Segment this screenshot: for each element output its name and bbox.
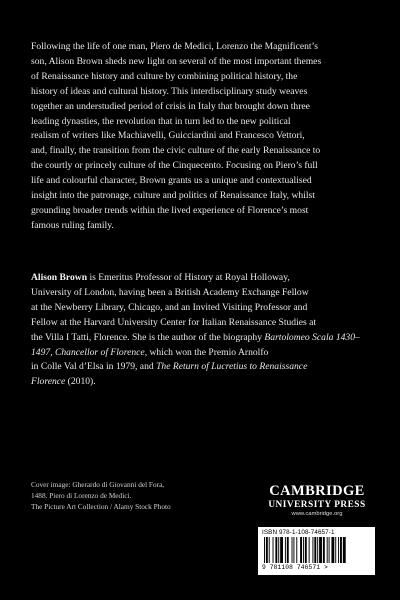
barcode-bar bbox=[287, 537, 289, 563]
bio-text: in Colle Val d’Elsa in 1979, and bbox=[31, 361, 157, 373]
barcode-bar bbox=[303, 537, 304, 563]
isbn-label: ISBN 978-1-108-74657-1 bbox=[262, 529, 335, 536]
barcode-bar bbox=[273, 537, 274, 563]
bio-text: , which won the Premio Arnolfo bbox=[144, 346, 269, 358]
barcode-bar bbox=[329, 537, 330, 563]
barcode-icon bbox=[262, 537, 371, 563]
blurb-paragraph bbox=[31, 40, 366, 234]
blurb-line: life and colourful character, Brown grants us a unique and contextualised bbox=[31, 175, 312, 187]
bio-text: University of London, having been a British Academy Exchange Fellow bbox=[31, 286, 309, 298]
credit-line: 1488. Piero di Lorenzo de Medici. bbox=[31, 490, 132, 500]
publisher-logo bbox=[260, 484, 374, 518]
publisher-name: CAMBRIDGE bbox=[269, 483, 365, 499]
blurb-line: grounding broader trends within the lived experience of Florence’s most bbox=[31, 204, 309, 216]
blurb-line: famous ruling family. bbox=[31, 219, 114, 231]
barcode-digits: 9 781108 746571 > bbox=[262, 564, 328, 571]
barcode-bar bbox=[340, 537, 342, 563]
blurb-line: insight into the patronage, culture and politics of Renaissance Italy, whilst bbox=[31, 190, 315, 202]
barcode-bar bbox=[300, 537, 302, 563]
bio-text: is Emeritus Professor of History at Royal Holloway, bbox=[87, 272, 290, 283]
barcode-bar bbox=[312, 537, 313, 563]
barcode-bar bbox=[309, 537, 310, 563]
barcode-bar bbox=[338, 537, 339, 563]
blurb-line: the courtly or princely culture of the Cinquecento. Focusing on Piero’s full bbox=[31, 160, 318, 172]
barcode-bar bbox=[327, 537, 328, 563]
bio-text: the Villa I Tatti, Florence. She is the author of the biography bbox=[31, 331, 265, 343]
blurb-line: leading dynasties, the revolution that in turn led to the new political bbox=[31, 115, 291, 127]
bio-text: (2010). bbox=[65, 376, 96, 388]
blurb-line: and, finally, the transition from the civic culture of the early Renaissance to bbox=[31, 145, 321, 157]
barcode-bar bbox=[319, 537, 322, 563]
author-name: Alison Brown bbox=[31, 272, 88, 283]
credit-line: Cover image: Gherardo di Giovanni del Fora, bbox=[31, 480, 165, 489]
book-title: Bartolomeo Scala 1430–1497, Chancellor of Florence bbox=[31, 331, 360, 358]
blurb-line: together an understudied period of crisis in Italy that brought down three bbox=[31, 100, 310, 112]
barcode-bar bbox=[269, 537, 270, 563]
publisher-subtitle: UNIVERSITY PRESS bbox=[268, 500, 366, 510]
barcode-bar bbox=[293, 537, 294, 563]
barcode-bar bbox=[296, 537, 297, 563]
blurb-line: history of ideas and cultural history. This interdisciplinary study weaves bbox=[31, 85, 308, 97]
barcode-panel bbox=[258, 527, 375, 575]
barcode-bar bbox=[280, 537, 283, 563]
barcode-bar bbox=[275, 537, 277, 563]
author-bio-paragraph bbox=[31, 271, 366, 390]
barcode-bar bbox=[266, 537, 268, 563]
barcode-bar bbox=[292, 537, 293, 563]
barcode-bar bbox=[343, 537, 346, 563]
barcode-bar bbox=[331, 537, 334, 563]
bio-text: Fellow at the Harvard University Center for Italian Renaissance Studies at bbox=[31, 316, 317, 328]
publisher-url: www.cambridge.org bbox=[291, 511, 343, 517]
blurb-line: son, Alison Brown sheds new light on several of the most important themes bbox=[31, 55, 322, 67]
blurb-line: Following the life of one man, Piero de Medici, Lorenzo the Magnificent’s bbox=[31, 41, 318, 52]
barcode-bar bbox=[317, 537, 318, 563]
barcode-bar bbox=[264, 537, 265, 563]
barcode-bar bbox=[335, 537, 336, 563]
credit-line: The Picture Art Collection / Alamy Stock Photo bbox=[31, 501, 171, 511]
book-title: The Return of Lucretius to Renaissance bbox=[156, 361, 308, 373]
barcode-bar bbox=[314, 537, 316, 563]
blurb-line: realism of writers like Machiavelli, Guicciardini and Francesco Vettori, bbox=[31, 130, 305, 142]
barcode-bar bbox=[323, 537, 325, 563]
barcode-bar bbox=[278, 537, 279, 563]
barcode-bar bbox=[285, 537, 286, 563]
cover-image-credit bbox=[31, 480, 251, 512]
bio-text: at the Newberry Library, Chicago, and an Invited Visiting Professor and bbox=[31, 301, 308, 313]
barcode-bar bbox=[305, 537, 307, 563]
book-title: Florence bbox=[31, 376, 66, 388]
blurb-line: of Renaissance history and culture by combining political history, the bbox=[31, 70, 298, 82]
